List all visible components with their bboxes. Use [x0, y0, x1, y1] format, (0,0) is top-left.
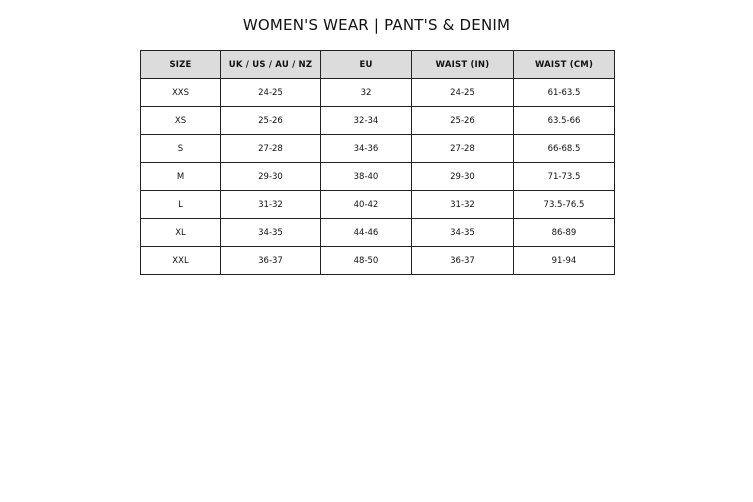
header-waist-in: WAIST (IN): [412, 51, 514, 79]
cell-size: XXS: [141, 79, 221, 107]
cell-eu: 44-46: [321, 219, 412, 247]
cell-eu: 32: [321, 79, 412, 107]
cell-size: L: [141, 191, 221, 219]
cell-eu: 34-36: [321, 135, 412, 163]
cell-eu: 40-42: [321, 191, 412, 219]
table-row: [141, 247, 615, 275]
cell-uk-us-au-nz: 36-37: [221, 247, 321, 275]
cell-waist-in: 29-30: [412, 163, 514, 191]
cell-uk-us-au-nz: 27-28: [221, 135, 321, 163]
cell-waist-in: 24-25: [412, 79, 514, 107]
cell-waist-in: 31-32: [412, 191, 514, 219]
header-waist-cm: WAIST (CM): [514, 51, 615, 79]
header-eu: EU: [321, 51, 412, 79]
table-row: [141, 219, 615, 247]
cell-waist-cm: 91-94: [514, 247, 615, 275]
cell-waist-in: 34-35: [412, 219, 514, 247]
cell-waist-cm: 66-68.5: [514, 135, 615, 163]
table-header-row: [141, 51, 615, 79]
size-chart-table: [140, 50, 615, 275]
cell-waist-cm: 63.5-66: [514, 107, 615, 135]
cell-eu: 48-50: [321, 247, 412, 275]
cell-size: S: [141, 135, 221, 163]
table-row: [141, 79, 615, 107]
cell-eu: 32-34: [321, 107, 412, 135]
table-row: [141, 191, 615, 219]
cell-uk-us-au-nz: 31-32: [221, 191, 321, 219]
table-row: [141, 135, 615, 163]
cell-size: XL: [141, 219, 221, 247]
cell-uk-us-au-nz: 25-26: [221, 107, 321, 135]
cell-size: XXL: [141, 247, 221, 275]
cell-uk-us-au-nz: 29-30: [221, 163, 321, 191]
cell-waist-in: 27-28: [412, 135, 514, 163]
table-row: [141, 107, 615, 135]
cell-uk-us-au-nz: 34-35: [221, 219, 321, 247]
header-size: SIZE: [141, 51, 221, 79]
page-title: WOMEN'S WEAR | PANT'S & DENIM: [242, 16, 511, 34]
cell-waist-in: 25-26: [412, 107, 514, 135]
table-row: [141, 163, 615, 191]
header-uk-us-au-nz: UK / US / AU / NZ: [221, 51, 321, 79]
cell-waist-cm: 71-73.5: [514, 163, 615, 191]
cell-size: M: [141, 163, 221, 191]
cell-uk-us-au-nz: 24-25: [221, 79, 321, 107]
cell-waist-cm: 73.5-76.5: [514, 191, 615, 219]
cell-eu: 38-40: [321, 163, 412, 191]
cell-waist-cm: 86-89: [514, 219, 615, 247]
cell-waist-cm: 61-63.5: [514, 79, 615, 107]
cell-size: XS: [141, 107, 221, 135]
cell-waist-in: 36-37: [412, 247, 514, 275]
